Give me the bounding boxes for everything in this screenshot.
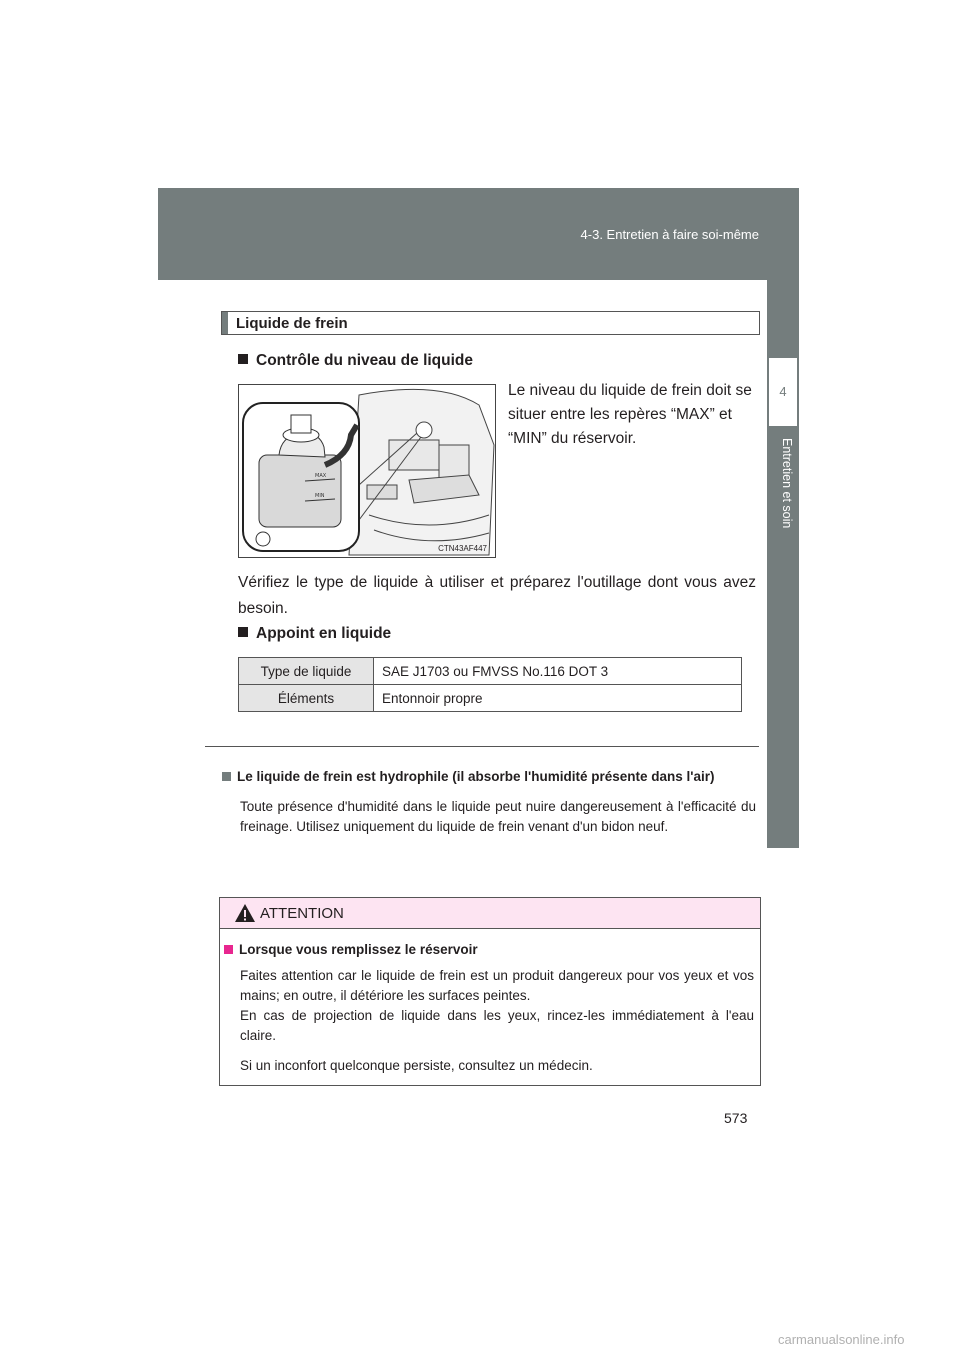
header-band — [158, 188, 799, 280]
body-text: Vérifiez le type de liquide à utiliser et préparez l'outillage dont vous avez besoin. — [238, 574, 756, 617]
brake-fluid-reservoir-illustration — [238, 384, 496, 558]
subheading-refill-text: Appoint en liquide — [256, 625, 392, 642]
note-heading — [222, 767, 756, 787]
caution-heading-text: Lorsque vous remplissez le réservoir — [239, 942, 478, 957]
subheading-refill — [238, 625, 391, 643]
figure-caption: CTN43AF447 — [438, 544, 487, 553]
warning-triangle-icon — [234, 903, 256, 928]
subheading-level-check-text: Contrôle du niveau de liquide — [256, 352, 474, 369]
caution-box — [219, 897, 761, 1086]
max-mark: MAX — [315, 473, 327, 479]
caution-paragraph — [240, 966, 754, 1046]
caution-title: ATTENTION — [260, 905, 344, 922]
table-value: Entonnoir propre — [374, 685, 742, 712]
section-title — [221, 311, 760, 335]
info-note — [222, 767, 756, 837]
caution-paragraph: Si un inconfort quelconque persiste, consultez un médecin. — [240, 1058, 593, 1073]
table-row — [239, 658, 742, 685]
table-key: Éléments — [239, 685, 374, 712]
figure-description: Le niveau du liquide de frein doit se situer entre les repères “MAX” et “MIN” du réservoir. — [508, 382, 752, 447]
engine-bay-drawing — [239, 385, 495, 557]
table-key: Type de liquide — [239, 658, 374, 685]
square-bullet-icon — [224, 945, 233, 954]
square-bullet-icon — [238, 354, 248, 364]
caution-text-1a: Faites attention car le liquide de frein est un produit dangereux pour vos yeux et vos mains; en outre, il détériore les surfaces peintes. — [240, 968, 754, 1003]
table-row — [239, 685, 742, 712]
note-heading-text: Le liquide de frein est hydrophile (il absorbe l'humidité présente dans l'air) — [237, 769, 715, 784]
caution-heading — [224, 942, 478, 957]
caution-text-1b: En cas de projection de liquide dans les yeux, rincez-les immédiatement à l'eau claire. — [240, 1008, 754, 1043]
table-value: SAE J1703 ou FMVSS No.116 DOT 3 — [374, 658, 742, 685]
square-bullet-icon — [222, 772, 231, 781]
page-number: 573 — [724, 1110, 748, 1126]
note-text: Toute présence d'humidité dans le liquide peut nuire dangereusement à l'efficacité du freinage. Utilisez uniquement du liquide de frein venant d'un bidon neuf. — [240, 799, 756, 834]
section-title-bar — [222, 312, 228, 334]
subheading-level-check — [238, 352, 473, 370]
side-tab-label: Entretien et soin — [780, 438, 794, 529]
caution-header — [220, 898, 760, 929]
square-bullet-icon — [238, 627, 248, 637]
watermark: carmanualsonline.info — [778, 1332, 905, 1347]
side-tab-number: 4 — [769, 358, 797, 426]
caution-body — [240, 966, 754, 1086]
fluid-spec-table — [238, 657, 742, 712]
section-title-text: Liquide de frein — [236, 315, 348, 332]
min-mark: MIN — [315, 493, 325, 499]
header-section-title: 4-3. Entretien à faire soi-même — [580, 227, 759, 242]
divider — [205, 746, 759, 747]
